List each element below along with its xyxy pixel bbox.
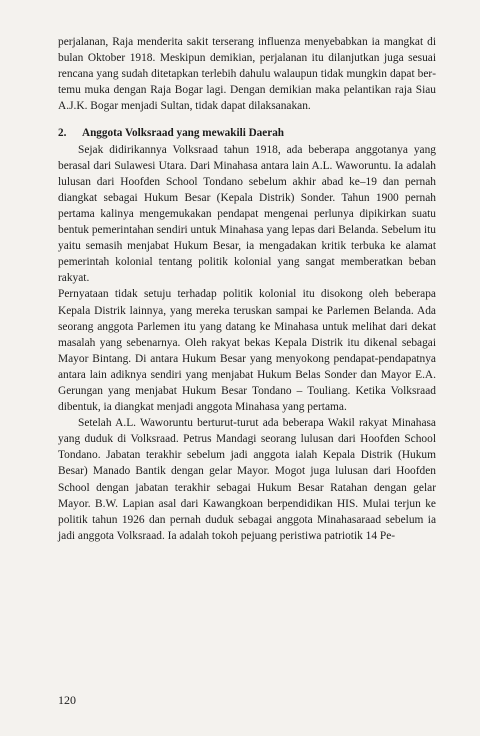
paragraph-1: perjalanan, Raja menderita sakit terserang influenza menyebabkan ia mangkat di bulan Oktober 1918. Meskipun demikian, perjalanan itu dilanjutkan juga sesuai rencana yang sudah ditetapkan terlebih dahulu walaupun tidak mungkin dapat bertemu muka dengan Raja Bogar lagi. Dengan demikian maka pelantikan raja Siau A.J.K. Bogar menjadi Sultan, tidak dapat dilaksanakan. bbox=[58, 36, 436, 113]
paragraph-2: Sejak didirikannya Volksraad tahun 1918, ada beberapa anggotanya yang berasal dari Sulawesi Utara. Dari Minahasa antara lain A.L. Waworuntu. Ia adalah lulusan dari Hoofden School Tondano sebelum akhir abad ke–19 dan pernah diangkat sebagai Hukum Besar (Kepala Distrik) Sonder. Tahun 1900 pernah pertama kalinya mengemukakan pendapat mengenai perlunya dipikirkan suatu bentuk pemerintahan sendiri untuk Minahasa yang lepas dari Belanda. Sebelum itu yaitu semasih menjabat Hukum Besar, ia mengadakan kritik terbuka ke alamat pemerintah kolonial tentang politik kolonial yang sangat memberatkan beban rakyat. bbox=[58, 143, 437, 285]
section-number: 2. bbox=[58, 127, 67, 140]
section-title: Anggota Volksraad yang mewakili Daerah bbox=[82, 127, 285, 140]
section-heading bbox=[58, 125, 436, 141]
paragraph-3: Pernyataan tidak setuju terhadap politik kolonial itu disokong oleh beberapa Kepala Distrik lainnya, yang mereka teruskan sampai ke Parlemen Belanda. Ada seorang anggota Parlemen itu yang datang ke Minahasa untuk melihat dari dekat masalah yang sebenarnya. Oleh rakyat bekas Kepala Distrik itu dikenal sebagai Mayor Bintang. Di antara Hukum Besar yang menyokong pendapat-pendapatnya antara lain adiknya sendiri yang menjabat Hukum Belas Sonder dan Mayor E.A. Gerungan yang menjabat Hukum Besar Tondano – Touliang. Ketika Volksraad dibentuk, ia diangkat menjadi anggota Minahasa yang pertama. bbox=[58, 288, 436, 414]
body-text bbox=[58, 34, 436, 544]
page-number: 120 bbox=[58, 693, 76, 707]
paragraph-4: Setelah A.L. Waworuntu berturut-turut ada beberapa Wakil rakyat Minahasa yang duduk di Volksraad. Petrus Mandagi seorang lulusan dari Hoofden School Tondano. Jabatan terakhir sebelum jadi anggota ialah Kepala Distrik (Hukum Besar) Manado Bantik dengan gelar Mayor. Mogot juga lulusan dari Hoofden School dengan jabatan terakhir sebagai Hukum Besar Ratahan dengan gelar Mayor. B.W. Lapian asal dari Kawangkoan berpendidikan HIS. Mulai terjun ke politik tahun 1926 dan pernah duduk sebagai anggota Minahasaraad sebelum ia jadi anggota Volksraad. Ia adalah tokoh pejuang peristiwa patriotik 14 Pe- bbox=[58, 417, 436, 542]
